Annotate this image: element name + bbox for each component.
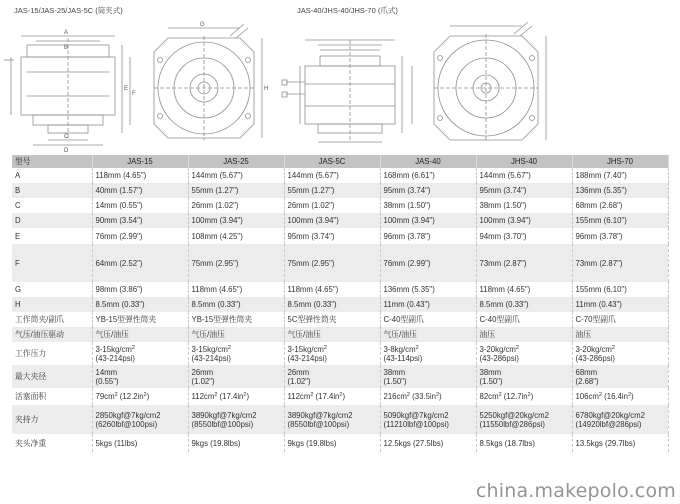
cell-line: 9kgs (19.8lbs) <box>191 438 241 448</box>
table-cell <box>188 365 284 388</box>
table-cell <box>380 342 476 365</box>
table-cell <box>284 183 380 198</box>
row-label: 工作筒夹/副爪 <box>12 312 92 327</box>
cell-line: (0.55") <box>95 376 119 386</box>
table-cell <box>284 213 380 228</box>
cell-line: 12.5kgs (27.5lbs) <box>383 438 444 448</box>
table-row <box>12 244 668 282</box>
cell-line: 8.5mm (0.33") <box>95 300 145 309</box>
table-cell <box>380 434 476 452</box>
table-cell <box>572 342 668 365</box>
cell-line: $79cm^2$ $(12.2in^2)$ <box>95 392 150 401</box>
table-cell <box>380 244 476 282</box>
cell-line: 98mm (3.86") <box>95 285 143 294</box>
cell-line: 96mm (3.78") <box>575 231 623 241</box>
cell-line: 3890kgf@7kg/cm2 <box>191 410 257 420</box>
cell-line: C-70型副爪 <box>575 315 616 324</box>
table-cell <box>380 198 476 213</box>
col-header: JHS-40 <box>476 155 572 168</box>
table-cell <box>380 183 476 198</box>
row-label: A <box>12 168 92 183</box>
cell-line: 188mm (7.40") <box>575 171 627 180</box>
cell-line: 8.5kgs (18.7lbs) <box>479 438 535 448</box>
cell-line: 94mm (3.70") <box>479 231 527 241</box>
table-cell <box>92 198 188 213</box>
table-cell <box>476 282 572 297</box>
row-label: D <box>12 213 92 228</box>
spec-table <box>12 155 669 452</box>
table-row <box>12 434 668 452</box>
table-cell <box>284 228 380 244</box>
cell-line: 100mm (3.94") <box>383 216 435 225</box>
table-cell <box>92 244 188 282</box>
cell-line: 76mm (2.99") <box>383 258 431 268</box>
table-cell <box>188 198 284 213</box>
right-front-view <box>434 22 546 142</box>
table-cell <box>380 365 476 388</box>
table-cell <box>188 388 284 405</box>
cell-line: $112cm^2$ $(17.4in^2)$ <box>191 392 250 401</box>
table-cell <box>380 228 476 244</box>
cell-line: 136mm (5.35") <box>575 186 627 195</box>
cell-line: YB-15型弹性筒夹 <box>95 315 157 324</box>
table-row <box>12 405 668 434</box>
cell-line: (43-286psi) <box>575 353 615 363</box>
row-label: H <box>12 297 92 312</box>
table-cell <box>380 388 476 405</box>
cell-line: (1.50") <box>479 376 503 386</box>
cell-line: $82cm^2$ $(12.7in^2)$ <box>479 392 534 401</box>
cell-line: 38mm (1.50") <box>383 201 431 210</box>
cell-line: 40mm (1.57") <box>95 186 143 195</box>
cell-line: 55mm (1.27") <box>287 186 335 195</box>
table-cell <box>572 312 668 327</box>
cell-line: 14mm (0.55") <box>95 201 143 210</box>
cell-line: C-40型副爪 <box>479 315 520 324</box>
cell-line: 96mm (3.78") <box>383 231 431 241</box>
cell-line: 9kgs (19.8lbs) <box>287 438 337 448</box>
cell-line: 2850kgf@7kg/cm2 <box>95 410 161 420</box>
dim-label-b: B <box>64 45 69 51</box>
table-cell <box>572 228 668 244</box>
table-cell <box>92 282 188 297</box>
left-front-view <box>154 24 262 140</box>
table-cell <box>476 297 572 312</box>
table-cell <box>284 297 380 312</box>
table-row <box>12 312 668 327</box>
cell-line: (43-286psi) <box>479 353 519 363</box>
row-label: 活塞面积 <box>12 388 92 405</box>
cell-line: 气压/油压 <box>287 330 321 339</box>
table-cell <box>380 312 476 327</box>
cell-line: 26mm (1.02") <box>287 201 335 210</box>
table-cell <box>476 388 572 405</box>
table-cell <box>92 183 188 198</box>
cell-line: 11mm (0.43") <box>383 300 430 309</box>
cell-line: 168mm (6.61") <box>383 171 435 180</box>
cell-line: 144mm (5.67") <box>287 171 339 180</box>
table-cell <box>92 213 188 228</box>
table-row <box>12 213 668 228</box>
table-cell <box>284 168 380 183</box>
table-cell <box>92 342 188 365</box>
table-cell <box>188 228 284 244</box>
table-cell <box>188 282 284 297</box>
table-row <box>12 342 668 365</box>
row-label: 最大夹径 <box>12 365 92 388</box>
table-cell <box>284 365 380 388</box>
drawings-svg <box>0 0 680 152</box>
row-label: 夹持力 <box>12 405 92 434</box>
cell-line: $112cm^2$ $(17.4in^2)$ <box>287 392 346 401</box>
cell-line: 8.5mm (0.33") <box>191 300 241 309</box>
cell-line: 气压/油压 <box>95 330 129 339</box>
cell-line: $3-20kg/cm^2$ <box>479 344 519 354</box>
technical-drawings <box>0 0 680 152</box>
right-drawing-caption: JAS-40/JHS-40/JHS-70 (爪式) <box>297 6 398 15</box>
table-cell <box>476 327 572 342</box>
cell-line: (43-214psi) <box>191 353 231 363</box>
cell-line: 5090kgf@7kg/cm2 <box>383 410 449 420</box>
cell-line: (43-214psi) <box>287 353 327 363</box>
cell-line: 11mm (0.43") <box>575 300 622 309</box>
table-cell <box>380 168 476 183</box>
table-cell <box>476 312 572 327</box>
table-cell <box>188 342 284 365</box>
table-cell <box>572 168 668 183</box>
col-header: JAS-40 <box>380 155 476 168</box>
table-cell <box>284 312 380 327</box>
row-label: E <box>12 228 92 244</box>
table-cell <box>284 405 380 434</box>
cell-line: $3-15kg/cm^2$ <box>95 344 135 354</box>
table-cell <box>572 365 668 388</box>
cell-line: 100mm (3.94") <box>479 216 531 225</box>
cell-line: (2.68") <box>575 376 599 386</box>
table-header-row <box>12 155 668 168</box>
table-row <box>12 228 668 244</box>
table-cell <box>572 434 668 452</box>
table-cell <box>92 365 188 388</box>
table-cell <box>380 405 476 434</box>
table-cell <box>284 327 380 342</box>
cell-line: 气压/油压 <box>191 330 225 339</box>
table-cell <box>188 213 284 228</box>
cell-line: (1.50") <box>383 376 407 386</box>
table-row <box>12 365 668 388</box>
table-cell <box>92 297 188 312</box>
cell-line: 95mm (3.74") <box>287 231 335 241</box>
table-cell <box>572 213 668 228</box>
cell-line: 油压 <box>575 330 592 339</box>
cell-line: 气压/油压 <box>383 330 417 339</box>
table-cell <box>380 327 476 342</box>
cell-line: $3-20kg/cm^2$ <box>575 344 615 354</box>
cell-line: YB-15型弹性筒夹 <box>191 315 253 324</box>
cell-line: 26mm (1.02") <box>191 201 239 210</box>
table-cell <box>188 434 284 452</box>
table-cell <box>284 434 380 452</box>
cell-line: 73mm (2.87") <box>479 258 527 268</box>
cell-line: (11550lbf@286psi) <box>479 419 545 429</box>
table-cell <box>572 388 668 405</box>
cell-line: 118mm (4.65") <box>95 171 147 180</box>
table-cell <box>188 168 284 183</box>
table-cell <box>476 228 572 244</box>
cell-line: 64mm (2.52") <box>95 258 143 268</box>
cell-line: 38mm <box>479 367 502 377</box>
table-cell <box>476 405 572 434</box>
watermark: china.makepolo.com <box>475 480 676 502</box>
cell-line: (6260lbf@100psi) <box>95 419 158 429</box>
table-cell <box>284 282 380 297</box>
cell-line: 26mm <box>287 367 310 377</box>
table-row <box>12 282 668 297</box>
table-cell <box>92 228 188 244</box>
cell-line: 75mm (2.95") <box>191 258 239 268</box>
cell-line: $3-15kg/cm^2$ <box>287 344 327 354</box>
table-cell <box>188 312 284 327</box>
table-cell <box>476 168 572 183</box>
table-row <box>12 198 668 213</box>
cell-line: C-40型副爪 <box>383 315 424 324</box>
cell-line: (1.02") <box>287 376 311 386</box>
cell-line: $3-15kg/cm^2$ <box>191 344 231 354</box>
dim-label-c: C <box>64 134 69 140</box>
cell-line: 5C型弹性筒夹 <box>287 315 337 324</box>
col-header: 型号 <box>12 155 92 168</box>
cell-line: 73mm (2.87") <box>575 258 623 268</box>
table-cell <box>92 434 188 452</box>
cell-line: 55mm (1.27") <box>191 186 239 195</box>
table-cell <box>188 405 284 434</box>
col-header: JAS-5C <box>284 155 380 168</box>
row-label: G <box>12 282 92 297</box>
cell-line: 75mm (2.95") <box>287 258 335 268</box>
cell-line: 100mm (3.94") <box>287 216 339 225</box>
cell-line: (1.02") <box>191 376 215 386</box>
cell-line: 100mm (3.94") <box>191 216 243 225</box>
dim-label-a: A <box>64 30 69 36</box>
cell-line: $3-8kg/cm^2$ <box>383 344 419 354</box>
cell-line: 38mm <box>383 367 406 377</box>
row-label: F <box>12 244 92 282</box>
cell-line: 118mm (4.65") <box>191 285 243 294</box>
cell-line: 油压 <box>479 330 496 339</box>
table-row <box>12 297 668 312</box>
table-cell <box>476 342 572 365</box>
cell-line: 118mm (4.65") <box>479 285 531 294</box>
col-header: JAS-25 <box>188 155 284 168</box>
cell-line: 38mm (1.50") <box>479 201 527 210</box>
left-drawing-caption: JAS-15/JAS-25/JAS-5C (筒夹式) <box>14 6 123 15</box>
table-cell <box>572 244 668 282</box>
table-cell <box>572 282 668 297</box>
cell-line: 26mm <box>191 367 214 377</box>
table-row <box>12 183 668 198</box>
table-body <box>12 168 668 452</box>
cell-line: 95mm (3.74") <box>479 186 527 195</box>
cell-line: 68mm <box>575 367 598 377</box>
dim-label-f: F <box>132 91 136 97</box>
cell-line: 5250kgf@20kg/cm2 <box>479 410 549 420</box>
table-cell <box>476 244 572 282</box>
cell-line: (43-214psi) <box>95 353 135 363</box>
table-cell <box>380 282 476 297</box>
col-header: JHS-70 <box>572 155 668 168</box>
right-side-view <box>282 40 412 142</box>
cell-line: 155mm (6.10") <box>575 285 627 294</box>
cell-line: 8.5mm (0.33") <box>479 300 529 309</box>
cell-line: 118mm (4.65") <box>287 285 339 294</box>
cell-line: 76mm (2.99") <box>95 231 143 241</box>
dim-label-h: H <box>264 86 269 92</box>
cell-line: 95mm (3.74") <box>383 186 431 195</box>
table-cell <box>572 198 668 213</box>
dim-label-e: E <box>124 86 129 92</box>
table-cell <box>284 198 380 213</box>
cell-line: 144mm (5.67") <box>191 171 243 180</box>
cell-line: (11210lbf@100psi) <box>383 419 449 429</box>
cell-line: 90mm (3.54") <box>95 216 143 225</box>
cell-line: 6780kgf@20kg/cm2 <box>575 410 645 420</box>
table-cell <box>284 244 380 282</box>
cell-line: 108mm (4.25") <box>191 231 243 241</box>
table-cell <box>92 388 188 405</box>
cell-line: 144mm (5.67") <box>479 171 531 180</box>
table-cell <box>92 168 188 183</box>
dim-label-d: D <box>64 148 69 152</box>
row-label: 工作压力 <box>12 342 92 365</box>
table-row <box>12 388 668 405</box>
table-row <box>12 168 668 183</box>
table-cell <box>188 327 284 342</box>
table-cell <box>476 198 572 213</box>
table-cell <box>188 297 284 312</box>
cell-line: 14mm <box>95 367 118 377</box>
cell-line: (8550lbf@100psi) <box>287 419 350 429</box>
left-side-view <box>4 36 130 145</box>
table-cell <box>476 365 572 388</box>
table-cell <box>92 405 188 434</box>
cell-line: (8550lbf@100psi) <box>191 419 254 429</box>
table-cell <box>476 183 572 198</box>
table-row <box>12 327 668 342</box>
cell-line: (43-114psi) <box>383 353 423 363</box>
row-label: B <box>12 183 92 198</box>
row-label: 夹头净重 <box>12 434 92 452</box>
table-cell <box>476 434 572 452</box>
table-cell <box>284 342 380 365</box>
table-cell <box>380 213 476 228</box>
row-label: C <box>12 198 92 213</box>
cell-line: 13.5kgs (29.7lbs) <box>575 438 636 448</box>
table-cell <box>284 388 380 405</box>
cell-line: 68mm (2.68") <box>575 201 623 210</box>
cell-line: 136mm (5.35") <box>383 285 435 294</box>
table-cell <box>476 213 572 228</box>
table-cell <box>572 405 668 434</box>
cell-line: $106cm^2$ $(16.4in^2)$ <box>575 392 634 401</box>
cell-line: $216cm^2$ $(33.5in^2)$ <box>383 392 442 401</box>
table-cell <box>92 327 188 342</box>
table-cell <box>188 244 284 282</box>
dim-label-g: G <box>200 22 205 28</box>
table-cell <box>572 297 668 312</box>
cell-line: 5kgs (11lbs) <box>95 438 138 448</box>
table-cell <box>572 183 668 198</box>
table-cell <box>92 312 188 327</box>
row-label: 气压/油压驱动 <box>12 327 92 342</box>
col-header: JAS-15 <box>92 155 188 168</box>
table-cell <box>380 297 476 312</box>
cell-line: (14920lbf@286psi) <box>575 419 642 429</box>
cell-line: 3890kgf@7kg/cm2 <box>287 410 353 420</box>
cell-line: 8.5mm (0.33") <box>287 300 337 309</box>
table-cell <box>188 183 284 198</box>
table-cell <box>572 327 668 342</box>
cell-line: 155mm (6.10") <box>575 216 627 225</box>
